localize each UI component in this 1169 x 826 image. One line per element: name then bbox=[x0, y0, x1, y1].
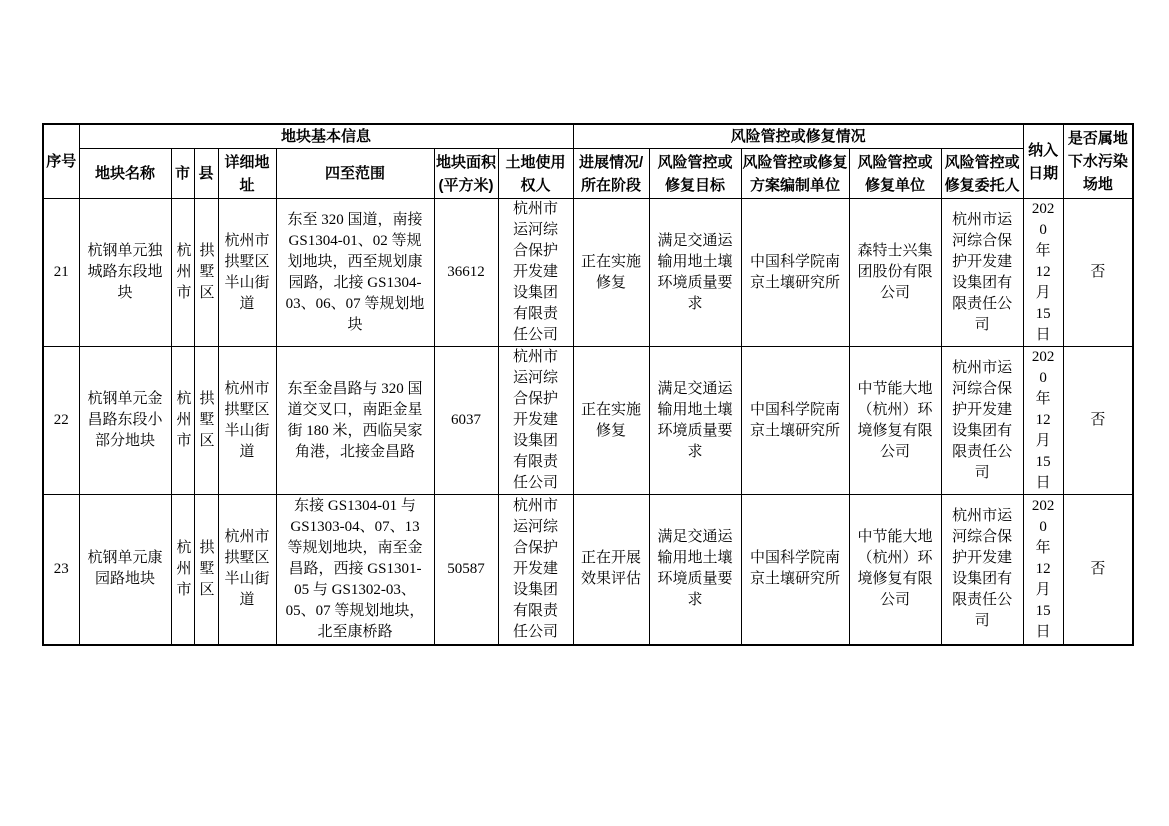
cell-client: 杭州市运河综合保护开发建设集团有限责任公司 bbox=[941, 347, 1023, 495]
table-body bbox=[43, 199, 1133, 645]
cell-county: 拱墅区 bbox=[194, 347, 218, 495]
cell-area: 6037 bbox=[434, 347, 498, 495]
cell-plan-unit: 中国科学院南京土壤研究所 bbox=[741, 347, 849, 495]
header-columns-row bbox=[43, 149, 1133, 199]
cell-owner: 杭州市运河综合保护开发建设集团有限责任公司 bbox=[498, 347, 573, 495]
cell-area: 36612 bbox=[434, 199, 498, 347]
cell-city: 杭州市 bbox=[171, 199, 194, 347]
header-client: 风险管控或修复委托人 bbox=[941, 149, 1023, 199]
header-city: 市 bbox=[171, 149, 194, 199]
header-progress: 进展情况/所在阶段 bbox=[573, 149, 649, 199]
cell-range: 东接 GS1304-01 与 GS1303-04、07、13 等规划地块，南至金昌路，西接 GS1301-05 与 GS1302-03、05、07 等规划地块，北至康桥路 bbox=[276, 495, 434, 645]
cell-repair-unit: 中节能大地（杭州）环境修复有限公司 bbox=[849, 347, 941, 495]
header-target: 风险管控或修复目标 bbox=[649, 149, 741, 199]
cell-target: 满足交通运输用地土壤环境质量要求 bbox=[649, 347, 741, 495]
cell-plan-unit: 中国科学院南京土壤研究所 bbox=[741, 495, 849, 645]
cell-date: 2020 年 12 月 15 日 bbox=[1023, 347, 1063, 495]
cell-progress: 正在实施修复 bbox=[573, 347, 649, 495]
header-groundwater: 是否属地下水污染场地 bbox=[1063, 124, 1133, 199]
cell-address: 杭州市拱墅区半山街道 bbox=[218, 199, 276, 347]
cell-name: 杭钢单元康园路地块 bbox=[79, 495, 171, 645]
cell-date: 2020 年 12 月 15 日 bbox=[1023, 495, 1063, 645]
cell-range: 东至 320 国道，南接 GS1304-01、02 等规划地块，西至规划康园路，北接 GS1304-03、06、07 等规划地块 bbox=[276, 199, 434, 347]
table-row bbox=[43, 199, 1133, 347]
header-range: 四至范围 bbox=[276, 149, 434, 199]
cell-groundwater: 否 bbox=[1063, 199, 1133, 347]
cell-address: 杭州市拱墅区半山街道 bbox=[218, 495, 276, 645]
cell-target: 满足交通运输用地土壤环境质量要求 bbox=[649, 495, 741, 645]
header-county: 县 bbox=[194, 149, 218, 199]
cell-county: 拱墅区 bbox=[194, 495, 218, 645]
table-row bbox=[43, 347, 1133, 495]
header-area: 地块面积(平方米) bbox=[434, 149, 498, 199]
cell-name: 杭钢单元独城路东段地块 bbox=[79, 199, 171, 347]
cell-owner: 杭州市运河综合保护开发建设集团有限责任公司 bbox=[498, 495, 573, 645]
cell-county: 拱墅区 bbox=[194, 199, 218, 347]
cell-client: 杭州市运河综合保护开发建设集团有限责任公司 bbox=[941, 495, 1023, 645]
cell-address: 杭州市拱墅区半山街道 bbox=[218, 347, 276, 495]
cell-groundwater: 否 bbox=[1063, 347, 1133, 495]
cell-repair-unit: 森特士兴集团股份有限公司 bbox=[849, 199, 941, 347]
cell-progress: 正在开展效果评估 bbox=[573, 495, 649, 645]
header-owner: 土地使用权人 bbox=[498, 149, 573, 199]
land-parcel-risk-table bbox=[42, 123, 1134, 646]
cell-groundwater: 否 bbox=[1063, 495, 1133, 645]
cell-range: 东至金昌路与 320 国道交叉口，南距金星街 180 米，西临吴家角港，北接金昌路 bbox=[276, 347, 434, 495]
header-group-row bbox=[43, 124, 1133, 149]
header-name: 地块名称 bbox=[79, 149, 171, 199]
header-repair-unit: 风险管控或修复单位 bbox=[849, 149, 941, 199]
header-plan-unit: 风险管控或修复方案编制单位 bbox=[741, 149, 849, 199]
cell-seq: 21 bbox=[43, 199, 79, 347]
cell-client: 杭州市运河综合保护开发建设集团有限责任公司 bbox=[941, 199, 1023, 347]
cell-seq: 23 bbox=[43, 495, 79, 645]
table-row bbox=[43, 495, 1133, 645]
cell-name: 杭钢单元金昌路东段小部分地块 bbox=[79, 347, 171, 495]
header-date: 纳入日期 bbox=[1023, 124, 1063, 199]
cell-city: 杭州市 bbox=[171, 347, 194, 495]
cell-plan-unit: 中国科学院南京土壤研究所 bbox=[741, 199, 849, 347]
header-seq: 序号 bbox=[43, 124, 79, 199]
header-address: 详细地址 bbox=[218, 149, 276, 199]
cell-seq: 22 bbox=[43, 347, 79, 495]
cell-date: 2020 年 12 月 15 日 bbox=[1023, 199, 1063, 347]
cell-repair-unit: 中节能大地（杭州）环境修复有限公司 bbox=[849, 495, 941, 645]
header-group-basic-info: 地块基本信息 bbox=[79, 124, 573, 149]
cell-progress: 正在实施修复 bbox=[573, 199, 649, 347]
header-group-risk-info: 风险管控或修复情况 bbox=[573, 124, 1023, 149]
cell-city: 杭州市 bbox=[171, 495, 194, 645]
table-header bbox=[43, 124, 1133, 199]
cell-target: 满足交通运输用地土壤环境质量要求 bbox=[649, 199, 741, 347]
cell-area: 50587 bbox=[434, 495, 498, 645]
cell-owner: 杭州市运河综合保护开发建设集团有限责任公司 bbox=[498, 199, 573, 347]
